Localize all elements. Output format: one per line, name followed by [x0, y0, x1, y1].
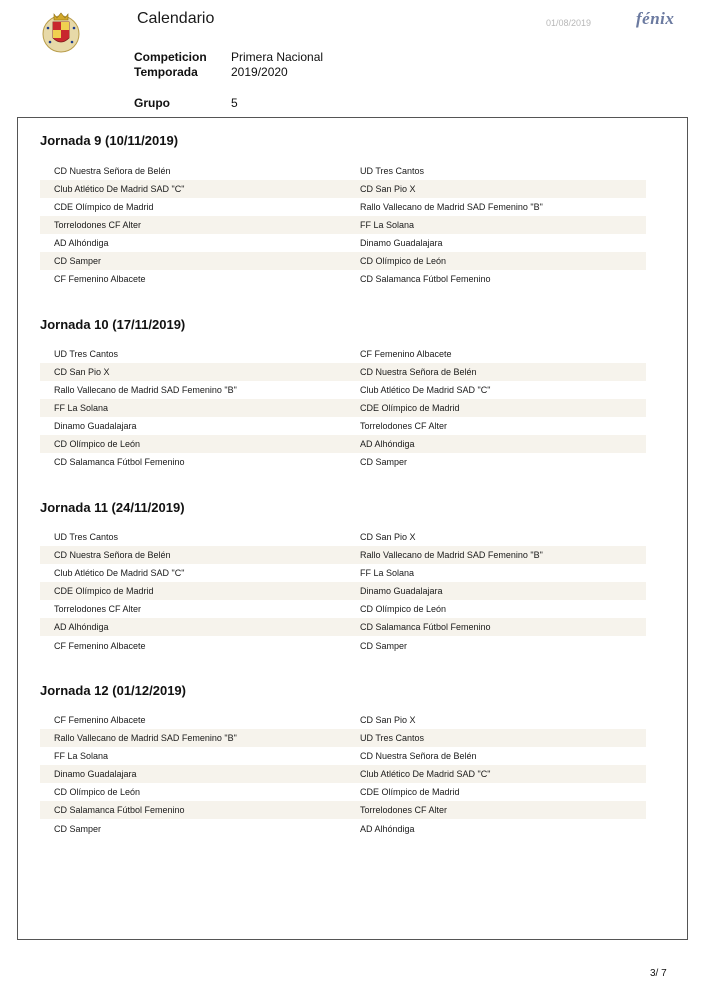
home-team: FF La Solana — [54, 751, 109, 761]
match-row — [40, 618, 646, 636]
match-row — [40, 399, 646, 417]
away-team: CDE Olímpico de Madrid — [360, 403, 460, 413]
home-team: AD Alhóndiga — [54, 622, 109, 632]
away-team: CD Nuestra Señora de Belén — [360, 751, 477, 761]
match-row — [40, 637, 646, 655]
match-row — [40, 363, 646, 381]
match-row — [40, 564, 646, 582]
match-row — [40, 417, 646, 435]
home-team: Torrelodones CF Alter — [54, 220, 142, 230]
away-team: CD Samper — [360, 457, 408, 467]
home-team: Rallo Vallecano de Madrid SAD Femenino "B" — [54, 385, 237, 395]
home-team: Torrelodones CF Alter — [54, 604, 142, 614]
group-value: 5 — [231, 96, 238, 110]
home-team: Dinamo Guadalajara — [54, 421, 137, 431]
match-row — [40, 252, 646, 270]
group-label: Grupo — [134, 96, 170, 110]
competition-value: Primera Nacional — [231, 50, 324, 64]
home-team: CD Salamanca Fútbol Femenino — [54, 457, 185, 467]
competition-label: Competicion — [134, 50, 207, 64]
match-row — [40, 435, 646, 453]
away-team: FF La Solana — [360, 568, 415, 578]
away-team: AD Alhóndiga — [360, 439, 415, 449]
away-team: Club Atlético De Madrid SAD "C" — [360, 385, 491, 395]
match-row — [40, 801, 646, 819]
home-team: FF La Solana — [54, 403, 109, 413]
away-team: FF La Solana — [360, 220, 415, 230]
away-team: Rallo Vallecano de Madrid SAD Femenino "B" — [360, 550, 543, 560]
match-row — [40, 528, 646, 546]
home-team: CD Salamanca Fútbol Femenino — [54, 805, 185, 815]
match-row — [40, 381, 646, 399]
away-team: Torrelodones CF Alter — [360, 805, 448, 815]
home-team: CD Nuestra Señora de Belén — [54, 166, 171, 176]
match-row — [40, 453, 646, 471]
match-row — [40, 747, 646, 765]
match-row — [40, 765, 646, 783]
home-team: CD Nuestra Señora de Belén — [54, 550, 171, 560]
away-team: CD Salamanca Fútbol Femenino — [360, 622, 491, 632]
home-team: Dinamo Guadalajara — [54, 769, 137, 779]
home-team: CD Olímpico de León — [54, 439, 141, 449]
match-row — [40, 820, 646, 838]
jornada-title: Jornada 11 (24/11/2019) — [40, 500, 185, 515]
home-team: Rallo Vallecano de Madrid SAD Femenino "B" — [54, 733, 237, 743]
home-team: CF Femenino Albacete — [54, 274, 146, 284]
away-team: CD Samper — [360, 641, 408, 651]
away-team: Torrelodones CF Alter — [360, 421, 448, 431]
home-team: Club Atlético De Madrid SAD "C" — [54, 568, 185, 578]
away-team: Rallo Vallecano de Madrid SAD Femenino "B" — [360, 202, 543, 212]
jornada-title: Jornada 10 (17/11/2019) — [40, 317, 186, 332]
away-team: CD Olímpico de León — [360, 604, 447, 614]
match-row — [40, 198, 646, 216]
match-row — [40, 270, 646, 288]
away-team: CD San Pio X — [360, 532, 416, 542]
match-row — [40, 234, 646, 252]
home-team: CDE Olímpico de Madrid — [54, 586, 154, 596]
jornada-title: Jornada 9 (10/11/2019) — [40, 133, 179, 148]
season-label: Temporada — [134, 65, 198, 79]
match-row — [40, 180, 646, 198]
home-team: AD Alhóndiga — [54, 238, 109, 248]
home-team: CD Olímpico de León — [54, 787, 141, 797]
home-team: CD Samper — [54, 824, 102, 834]
page-number: 3/ 7 — [650, 968, 667, 979]
match-row — [40, 600, 646, 618]
away-team: CD Nuestra Señora de Belén — [360, 367, 477, 377]
match-row — [40, 729, 646, 747]
home-team: CD San Pio X — [54, 367, 110, 377]
away-team: CD Salamanca Fútbol Femenino — [360, 274, 491, 284]
match-row — [40, 546, 646, 564]
away-team: UD Tres Cantos — [360, 733, 425, 743]
home-team: CDE Olímpico de Madrid — [54, 202, 154, 212]
away-team: CD Olímpico de León — [360, 256, 447, 266]
home-team: CF Femenino Albacete — [54, 641, 146, 651]
home-team: UD Tres Cantos — [54, 349, 119, 359]
home-team: CF Femenino Albacete — [54, 715, 146, 725]
away-team: CF Femenino Albacete — [360, 349, 452, 359]
away-team: Dinamo Guadalajara — [360, 586, 443, 596]
match-row — [40, 216, 646, 234]
away-team: Dinamo Guadalajara — [360, 238, 443, 248]
match-row — [40, 582, 646, 600]
match-row — [40, 711, 646, 729]
away-team: CDE Olímpico de Madrid — [360, 787, 460, 797]
page-title: Calendario — [137, 10, 215, 27]
match-row — [40, 162, 646, 180]
home-team: Club Atlético De Madrid SAD "C" — [54, 184, 185, 194]
away-team: CD San Pio X — [360, 184, 416, 194]
match-row — [40, 345, 646, 363]
away-team: Club Atlético De Madrid SAD "C" — [360, 769, 491, 779]
home-team: UD Tres Cantos — [54, 532, 119, 542]
away-team: UD Tres Cantos — [360, 166, 425, 176]
season-value: 2019/2020 — [231, 65, 288, 79]
federation-crest-logo — [38, 8, 84, 54]
away-team: CD San Pio X — [360, 715, 416, 725]
print-date: 01/08/2019 — [546, 18, 592, 28]
home-team: CD Samper — [54, 256, 102, 266]
match-row — [40, 783, 646, 801]
away-team: AD Alhóndiga — [360, 824, 415, 834]
brand-logo-text: fénix — [636, 9, 675, 28]
jornada-title: Jornada 12 (01/12/2019) — [40, 683, 186, 698]
